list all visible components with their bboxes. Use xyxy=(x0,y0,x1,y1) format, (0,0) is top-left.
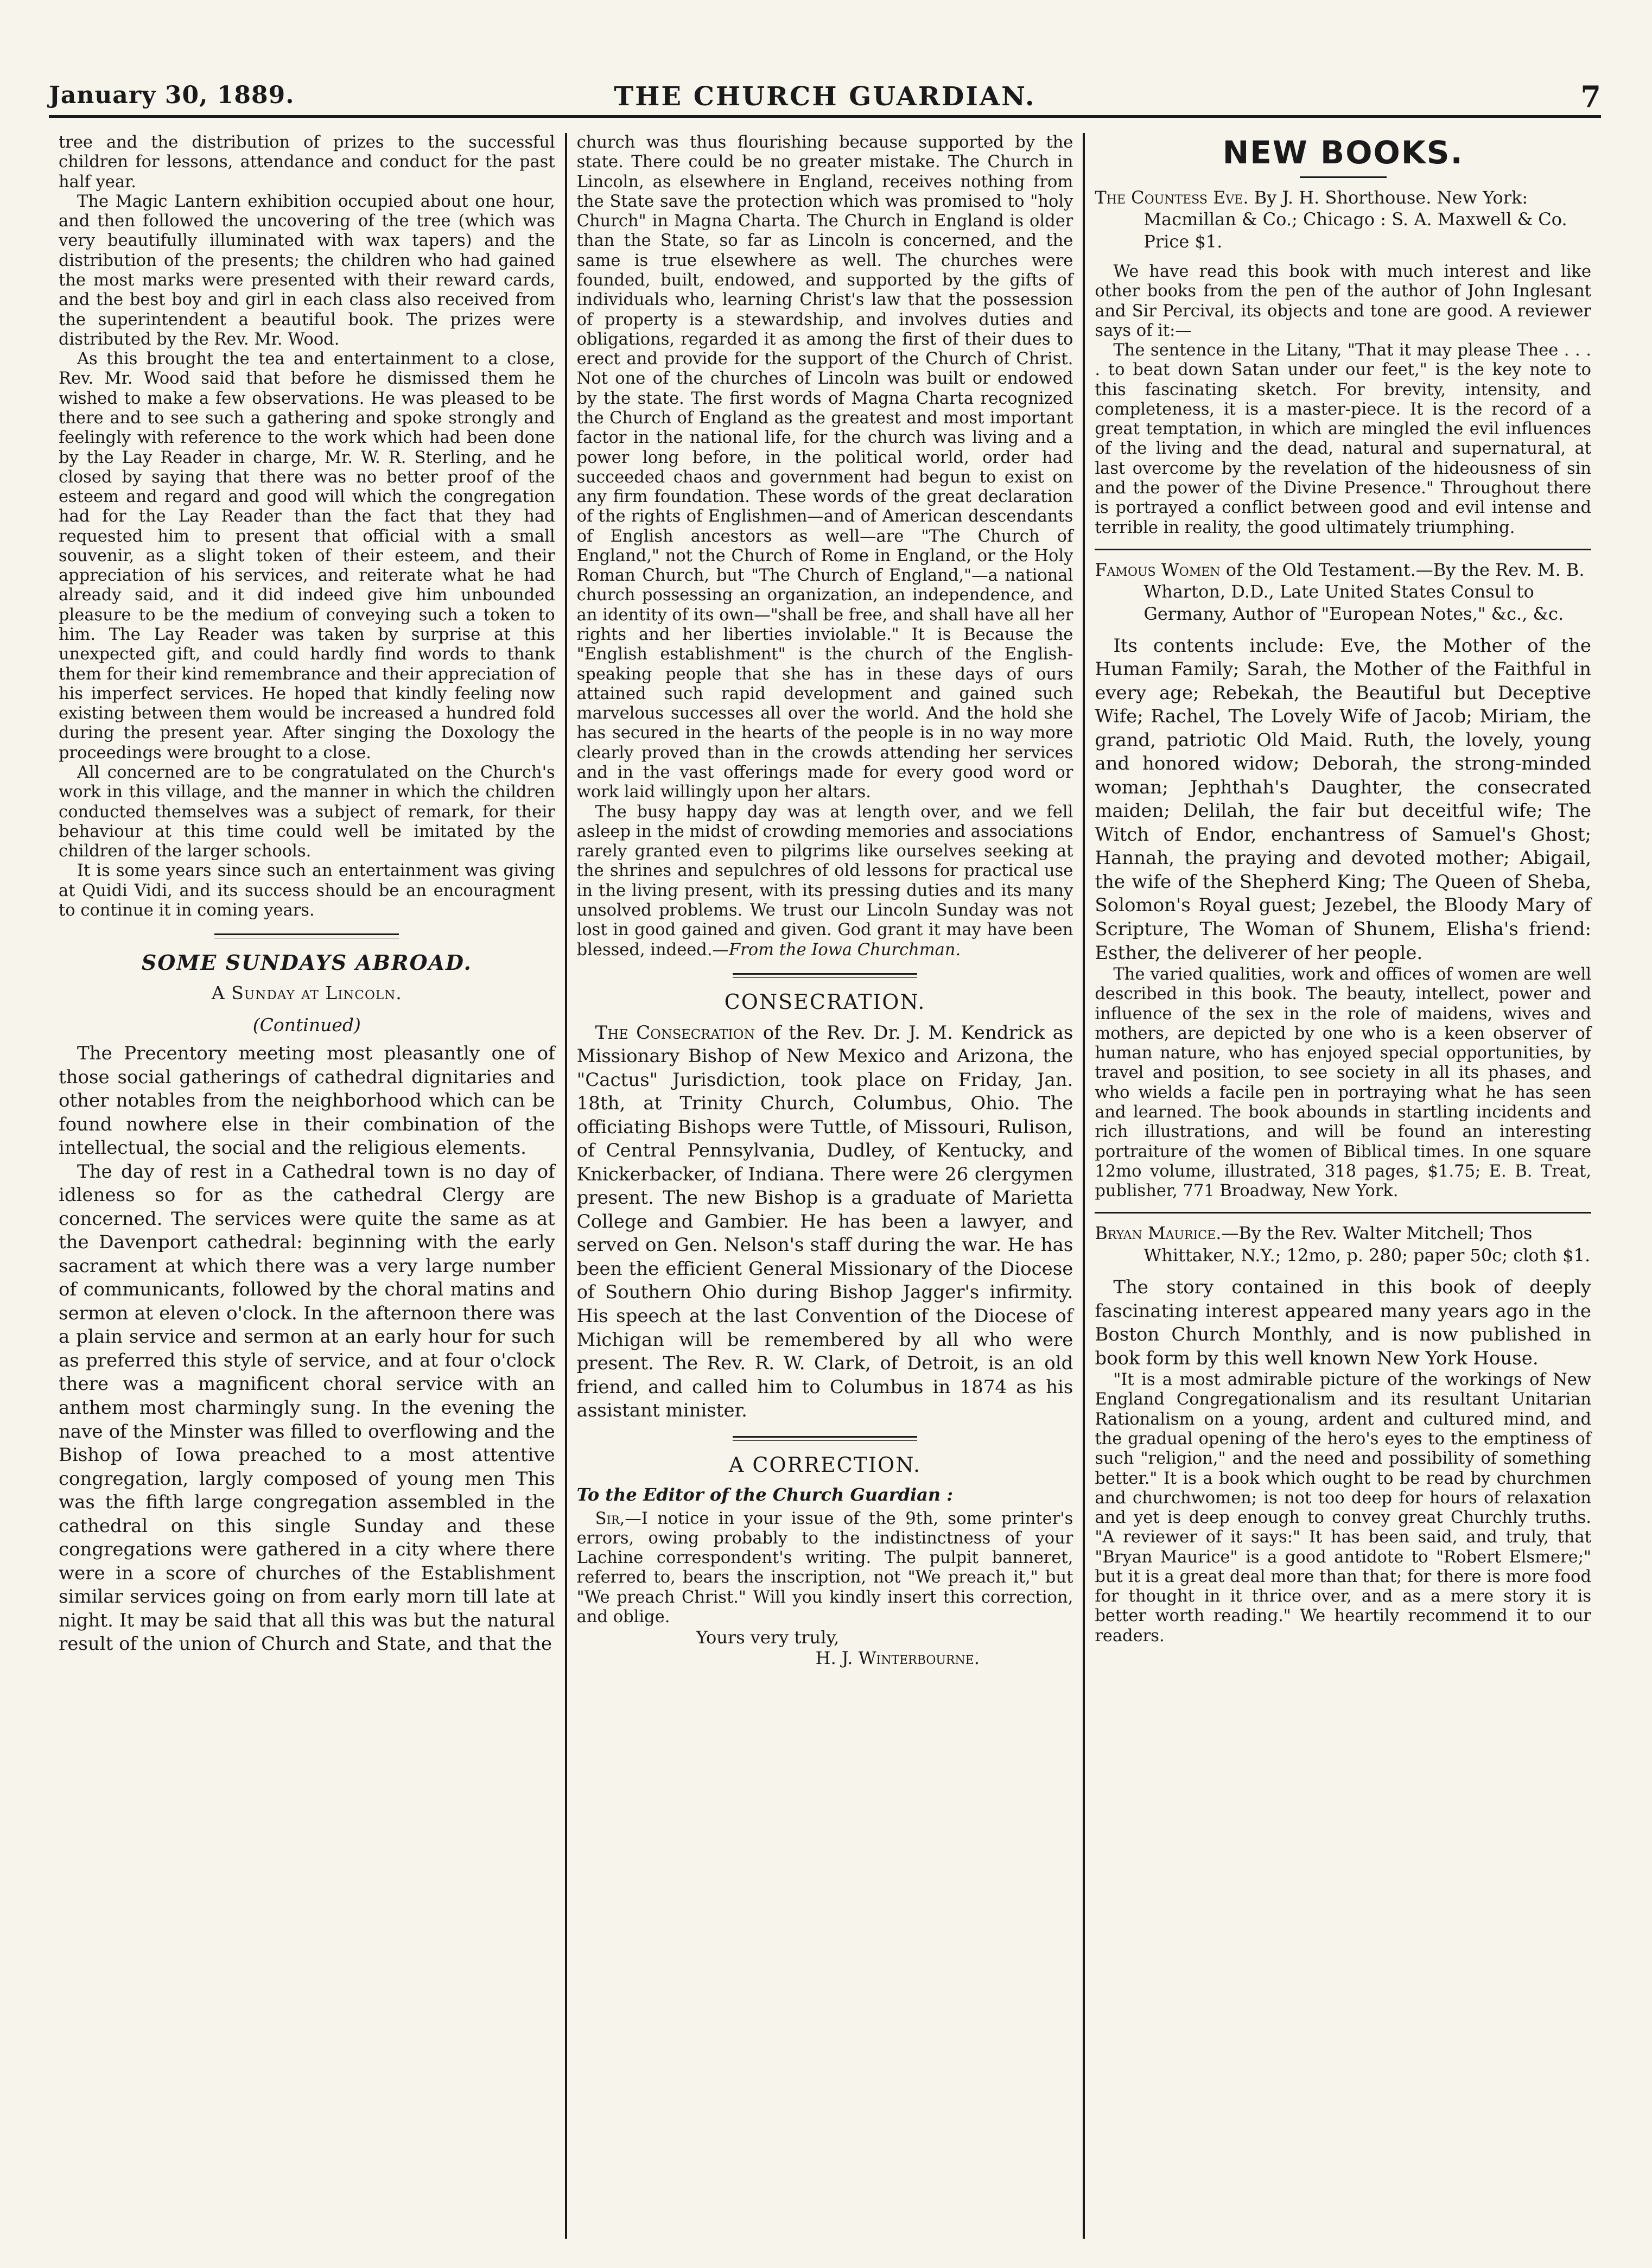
book-entry xyxy=(1095,559,1591,625)
masthead xyxy=(49,81,1601,118)
section-heading: NEW BOOKS. xyxy=(1222,134,1464,171)
section-divider xyxy=(1095,549,1591,550)
book-title: Famous Women xyxy=(1095,559,1221,580)
article-heading: CONSECRATION. xyxy=(724,989,926,1014)
heading-rule xyxy=(1300,176,1387,178)
paragraph: Its contents include: Eve, the Mother of the Human Family; Sarah, the Mother of the Faithful in every age; Rebekah, the Beautiful but Deceptive Wife; Rachel, The Lovely Wife of Jacob; Miriam, the grand, patriotic Old Maid. Ruth, the lovely, young and honored widow; Deborah, the strong-minded woman; Jephthah's Daughter, the consecrated maiden; Delilah, the fair but deceitful wife; The Witch of Endor, enchantress of Samuel's Ghost; Hannah, the praying and devoted mother; Abigail, the wife of the Shepherd King; The Queen of Sheba, Solomon's Royal guest; Jezebel, the Bloody Mary of Scripture, The Woman of Shunem, Elisha's friend: Esther, the deliverer of her people. xyxy=(1095,634,1592,964)
column-3 xyxy=(1085,133,1601,2239)
paragraph: The day of rest in a Cathedral town is no day of idleness so for as the cathedral Clergy are concerned. The services were quite the same as at the Davenport cathedral: beginning with the early sacrament at which there was a very large number of communicants, followed by the choral matins and sermon at eleven o'clock. In the afternoon there was a plain service and sermon at an early hour for such as preferred this style of service, and at four o'clock there was a magnificent choral service with an anthem most charmingly sung. In the evening the nave of the Minster was filled to overflowing and the Bishop of Iowa preached to a most attentive congregation, largly composed of young men This was the fifth large congregation assembled in the cathedral on this single Sunday and these congregations were gathered in a city where there were in a score of churches of the Establishment similar services going on from early morn till late at night. It may be said that all this was but the natural result of the union of Church and State, and that the xyxy=(59,1160,555,1655)
paragraph: church was thus flourishing because supported by the state. There could be no greater mistake. The Church in Lincoln, as elsewhere in England, receives nothing from the State save the protection which was promised to "holy Church" in Magna Charta. The Church in England is older than the State, so far as Lincoln is concerned, and the same is true elsewhere as well. The churches were founded, built, endowed, and supported by the gifts of individuals who, learning Christ's law that the possession of property is a stewardship, and involves duties and obligations, regarded it as among the first of their dues to erect and provide for the support of the Church of Christ. Not one of the churches of Lincoln was built or endowed by the state. The first words of Magna Charta recognized the Church of England as the greatest and most important factor in the national life, for the church was living and a power long before, in the political world, order had succeeded chaos and government had begun to exist on any firm foundation. These words of the great declaration of the rights of Englishmen—and of American descendants of English ancestors as well—are "The Church of England," not the Church of Rome in England, or the Holy Roman Church, but "The Church of England,"—a national church possessing an organization, an independence, and an identity of its own—"shall be free, and shall have all her rights and her liberties inviolable." It is Because the "English establishment" is the church of the English-speaking people that she has in these days of ours attained such rapid development and gained such marvelous successes all over the world. And the hold she has secured in the hearts of the people is in no way more clearly proved than in the crowds attending her services and in the vast offerings made for every good word or work laid willingly upon her altars. xyxy=(576,133,1073,802)
article-heading: A CORRECTION. xyxy=(728,1452,922,1477)
letter-closing: Yours very truly, xyxy=(696,1627,840,1648)
letter-salutation: To the Editor of the Church Guardian : xyxy=(576,1484,954,1505)
paragraph xyxy=(577,1021,1073,1423)
lead-in: Sir, xyxy=(595,1509,625,1528)
paragraph-text: of the Rev. Dr. J. M. Kendrick as Missionary Bishop of New Mexico and Arizona, the "Cactus" Jurisdiction, took place on Friday, Jan. 18th, at Trinity Church, Columbus, Ohio. The officiating Bishops were Tuttle, of Missouri, Rulison, of Central Pennsylvania, Dudley, of Kentucky, and Knickerbacker, of Indiana. There were 26 clergymen present. The new Bishop is a graduate of Marietta College and Gambier. He has been a lawyer, and served on Gen. Nelson's staff during the war. He has been the efficient General Missionary of the Diocese of Southern Ohio during Bishop Jagger's infirmity. His speech at the last Convention of the Diocese of Michigan will be remembered by all who were present. The Rev. R. W. Clark, of Detroit, is an old friend, and called him to Columbus in 1874 as his assistant minister. xyxy=(576,1021,1073,1422)
section-divider xyxy=(1095,1212,1591,1214)
paragraph: All concerned are to be congratulated on the Church's work in this village, and the manner in which the children conducted themselves was a subject of remark, for their behaviour at this time could well be imitated by the children of the larger schools. xyxy=(59,763,555,861)
paragraph: The Magic Lantern exhibition occupied about one hour, and then followed the uncovering of the tree (which was very beautifully illuminated with wax tapers) and the distribution of the presents; the children who had gained the most marks were presented with their reward cards, and the best boy and girl in each class also received from the superintendent a beautiful book. The prizes were distributed by the Rev. Mr. Wood. xyxy=(59,192,555,349)
columns xyxy=(49,133,1601,2239)
book-title: Bryan Maurice. xyxy=(1095,1223,1222,1244)
section-divider xyxy=(733,973,917,978)
paragraph xyxy=(577,1509,1073,1628)
book-info: —By the Rev. Walter Mitchell; Thos Whittaker, N.Y.; 12mo, p. 280; paper 50c; cloth $1. xyxy=(1143,1223,1591,1266)
section-divider xyxy=(733,1436,917,1441)
paragraph xyxy=(577,803,1073,960)
paragraph: tree and the distribution of prizes to the successful children for lessons, attendance and conduct for the past half year. xyxy=(59,133,555,192)
paragraph: The Precentory meeting most pleasantly one of those social gatherings of cathedral dignitaries and other notables from the neighborhood which can be found nowhere else in their combination of the intellectual, the social and the religious elements. xyxy=(59,1043,555,1159)
source-attribution: From the Iowa Churchman. xyxy=(729,940,961,960)
column-2 xyxy=(567,133,1083,2239)
page-number: 7 xyxy=(1580,79,1601,114)
book-info: of the Old Testament.—By the Rev. M. B. Wharton, D.D., Late United States Consul to Germany, Author of "European Notes," &c., &c. xyxy=(1143,559,1585,624)
paragraph: The story contained in this book of deeply fascinating interest appeared many years ago in the Boston Church Monthly, and is now published in book form by this well known New York House. xyxy=(1095,1276,1592,1369)
paragraph: The sentence in the Litany, "That it may please Thee . . . . to beat down Satan under our feet," is the key note to this fascinating sketch. For brevity, intensity, and completeness, it is a master-piece. It is the record of a great temptation, in which are mingled the evil influences of the living and the dead, natural and supernatural, at last overcome by the revelation of the hideousness of sin and the power of the Divine Presence." Throughout there is portrayed a conflict between good and evil intense and terrible in reality, the good ultimately triumphing. xyxy=(1095,341,1592,537)
paragraph-text: The busy happy day was at length over, and we fell asleep in the midst of crowding memories and associations rarely granted even to pilgrims like ourselves seeking at the shrines and sepulchres of old lessons for practical use in the living present, with its pressing duties and its many unsolved problems. We trust our Lincoln Sunday was not lost in good gained and given. God grant it may have been blessed, indeed.— xyxy=(576,802,1073,960)
lead-in: The Consecration xyxy=(595,1021,755,1044)
book-title: The Countess Eve. xyxy=(1095,187,1249,208)
column-1 xyxy=(49,133,565,2239)
issue-date: January 30, 1889. xyxy=(49,81,295,109)
letter-signature: H. J. Winterbourne. xyxy=(815,1648,980,1669)
paragraph: We have read this book with much interest and like other books from the pen of the author of John Inglesant and Sir Percival, its objects and tone are good. A reviewer says of it:— xyxy=(1095,262,1592,340)
paragraph: As this brought the tea and entertainment to a close, Rev. Mr. Wood said that before he dismissed them he wished to make a few observations. He was pleased to be there and to see such a gathering and spoke strongly and feelingly with reference to the work which had been done by the Lay Reader in charge, Mr. W. R. Sterling, and he closed by saying that there was no better proof of the esteem and regard and good will which the congregation had for the Lay Reader than the fact that they had requested him to present that official with a small souvenir, as a slight token of their esteem, and their appreciation of his services, and reiterate what he had already said, and it did indeed give him unbounded pleasure to be the medium of conveying such a token to him. The Lay Reader was taken by surprise at this unexpected gift, and could hardly find words to thank them for their kind remembrance and their appreciation of his imperfect services. He hoped that kindly feeling now existing between them would be increased a hundred fold during the present year. After singing the Doxology the proceedings were brought to a close. xyxy=(59,350,555,763)
newspaper-title: THE CHURCH GUARDIAN. xyxy=(614,81,1036,112)
paragraph: It is some years since such an entertainment was giving at Quidi Vidi, and its success should be an encouragment to continue it in coming years. xyxy=(59,861,555,920)
book-entry xyxy=(1095,1222,1591,1266)
paragraph: The varied qualities, work and offices of women are well described in this book. The beauty, intellect, power and influence of the sex in the role of maidens, wives and mothers, are depicted by one who is a keen observer of human nature, who has enjoyed special opportunities, by travel and position, to see society in all its phases, and who wields a facile pen in portraying what he has seen and learned. The book abounds in startling incidents and rich illustrations, and will be found an interesting portraiture of the women of Biblical times. In one square 12mo volume, illustrated, 318 pages, $1.75; E. B. Treat, publisher, 771 Broadway, New York. xyxy=(1095,965,1592,1201)
section-divider xyxy=(214,933,399,938)
article-heading: SOME SUNDAYS ABROAD. xyxy=(141,950,472,975)
paragraph: "It is a most admirable picture of the workings of New England Congregationalism and its resultant Unitarian Rationalism on a young, ardent and cultured mind, and the gradual opening of the hero's eyes to the emptiness of such "religion," and the need and possibility of something better." It is a book which ought to be read by churchmen and churchwomen; is not too deep for hours of relaxation and yet is deep enough to convey great Churchly truths. "A reviewer of it says:" It has been said, and truly, that "Bryan Maurice" is a good antidote to "Robert Elsmere;" but it is a great deal more than that; for there is more food for thought in it thrice over, and as a mere story it is better worth reading." We heartily recommend it to our readers. xyxy=(1095,1370,1592,1646)
article-subheading: A Sunday at Lincoln. xyxy=(211,982,402,1004)
paragraph-text: —I notice in your issue of the 9th, some printer's errors, owing probably to the indistinctness of your Lachine correspondent's writing. The pulpit banneret, referred to, bears the inscription, not "We preach it," but "We preach Christ." Will you kindly insert this correction, and oblige. xyxy=(576,1509,1073,1627)
book-entry xyxy=(1095,187,1591,252)
book-info: By J. H. Shorthouse. New York: Macmillan & Co.; Chicago : S. A. Maxwell & Co. Price $1. xyxy=(1143,187,1567,252)
continued-label: (Continued) xyxy=(252,1014,361,1036)
